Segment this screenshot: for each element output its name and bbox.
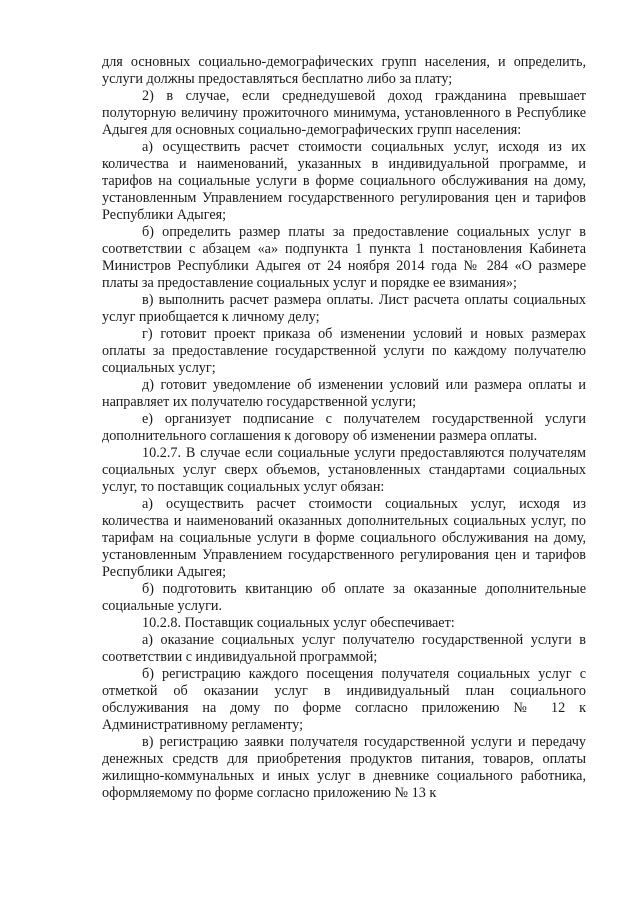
paragraph-subitem-b: б) подготовить квитанцию об оплате за оказанные дополнительные социальные услуги. [102, 581, 586, 614]
paragraph-section-10-2-8: 10.2.8. Поставщик социальных услуг обеспечивает: [142, 615, 455, 631]
paragraph-item-2: 2) в случае, если среднедушевой доход гражданина превышает полуторную величину прожиточного минимума, установленного в Республике Адыгея для основных социально-демографических групп населения: [102, 88, 586, 138]
paragraph-subitem-a: а) осуществить расчет стоимости социальных услуг, исходя из количества и наименований оказанных дополнительных социальных услуг, по тарифам на социальные услуги в форме социального обслуживания на дому, установленным Управлением государственного регулирования цен и тарифов Республики Адыгея; [102, 496, 586, 580]
paragraph-subitem-e: е) организует подписание с получателем государственной услуги дополнительного соглашения к договору об изменении размера оплаты. [102, 411, 586, 444]
paragraph-subitem-d: д) готовит уведомление об изменении условий или размера оплаты и направляет их получателю государственной услуги; [102, 377, 586, 410]
paragraph-subitem-b: б) определить размер платы за предоставление социальных услуг в соответствии с абзацем «а» подпункта 1 пункта 1 постановления Кабинета Министров Республики Адыгея от 24 ноября 2014 года № 284 «О размере платы за предоставление социальных услуг и порядке ее взимания»; [102, 224, 586, 291]
paragraph-section-10-2-7: 10.2.7. В случае если социальные услуги предоставляются получателям социальных услуг сверх объемов, установленных стандартами социальных услуг, то поставщик социальных услуг обязан: [102, 445, 586, 495]
document-body [102, 54, 586, 802]
paragraph-subitem-v: в) выполнить расчет размера оплаты. Лист расчета оплаты социальных услуг приобщается к личному делу; [102, 292, 586, 325]
paragraph-continuation: для основных социально-демографических групп населения, и определить, услуги должны предоставляться бесплатно либо за плату; [102, 54, 586, 87]
paragraph-subitem-v: в) регистрацию заявки получателя государственной услуги и передачу денежных средств для приобретения продуктов питания, товаров, оплаты жилищно-коммунальных и иных услуг в дневнике социального работника, оформляемому по форме согласно приложению № 13 к [102, 734, 586, 801]
paragraph-subitem-a: а) осуществить расчет стоимости социальных услуг, исходя из их количества и наименований, указанных в индивидуальной программе, и тарифов на социальные услуги в форме социального обслуживания на дому, установленным Управлением государственного регулирования цен и тарифов Республики Адыгея; [102, 139, 586, 223]
paragraph-subitem-a: а) оказание социальных услуг получателю государственной услуги в соответствии с индивидуальной программой; [102, 632, 586, 665]
paragraph-subitem-g: г) готовит проект приказа об изменении условий и новых размерах оплаты за предоставление государственной услуги по каждому получателю социальных услуг; [102, 326, 586, 376]
paragraph-subitem-b: б) регистрацию каждого посещения получателя социальных услуг с отметкой об оказании услуг в индивидуальный план социального обслуживания на дому по форме согласно приложению № 12 к Административному регламенту; [102, 666, 586, 733]
